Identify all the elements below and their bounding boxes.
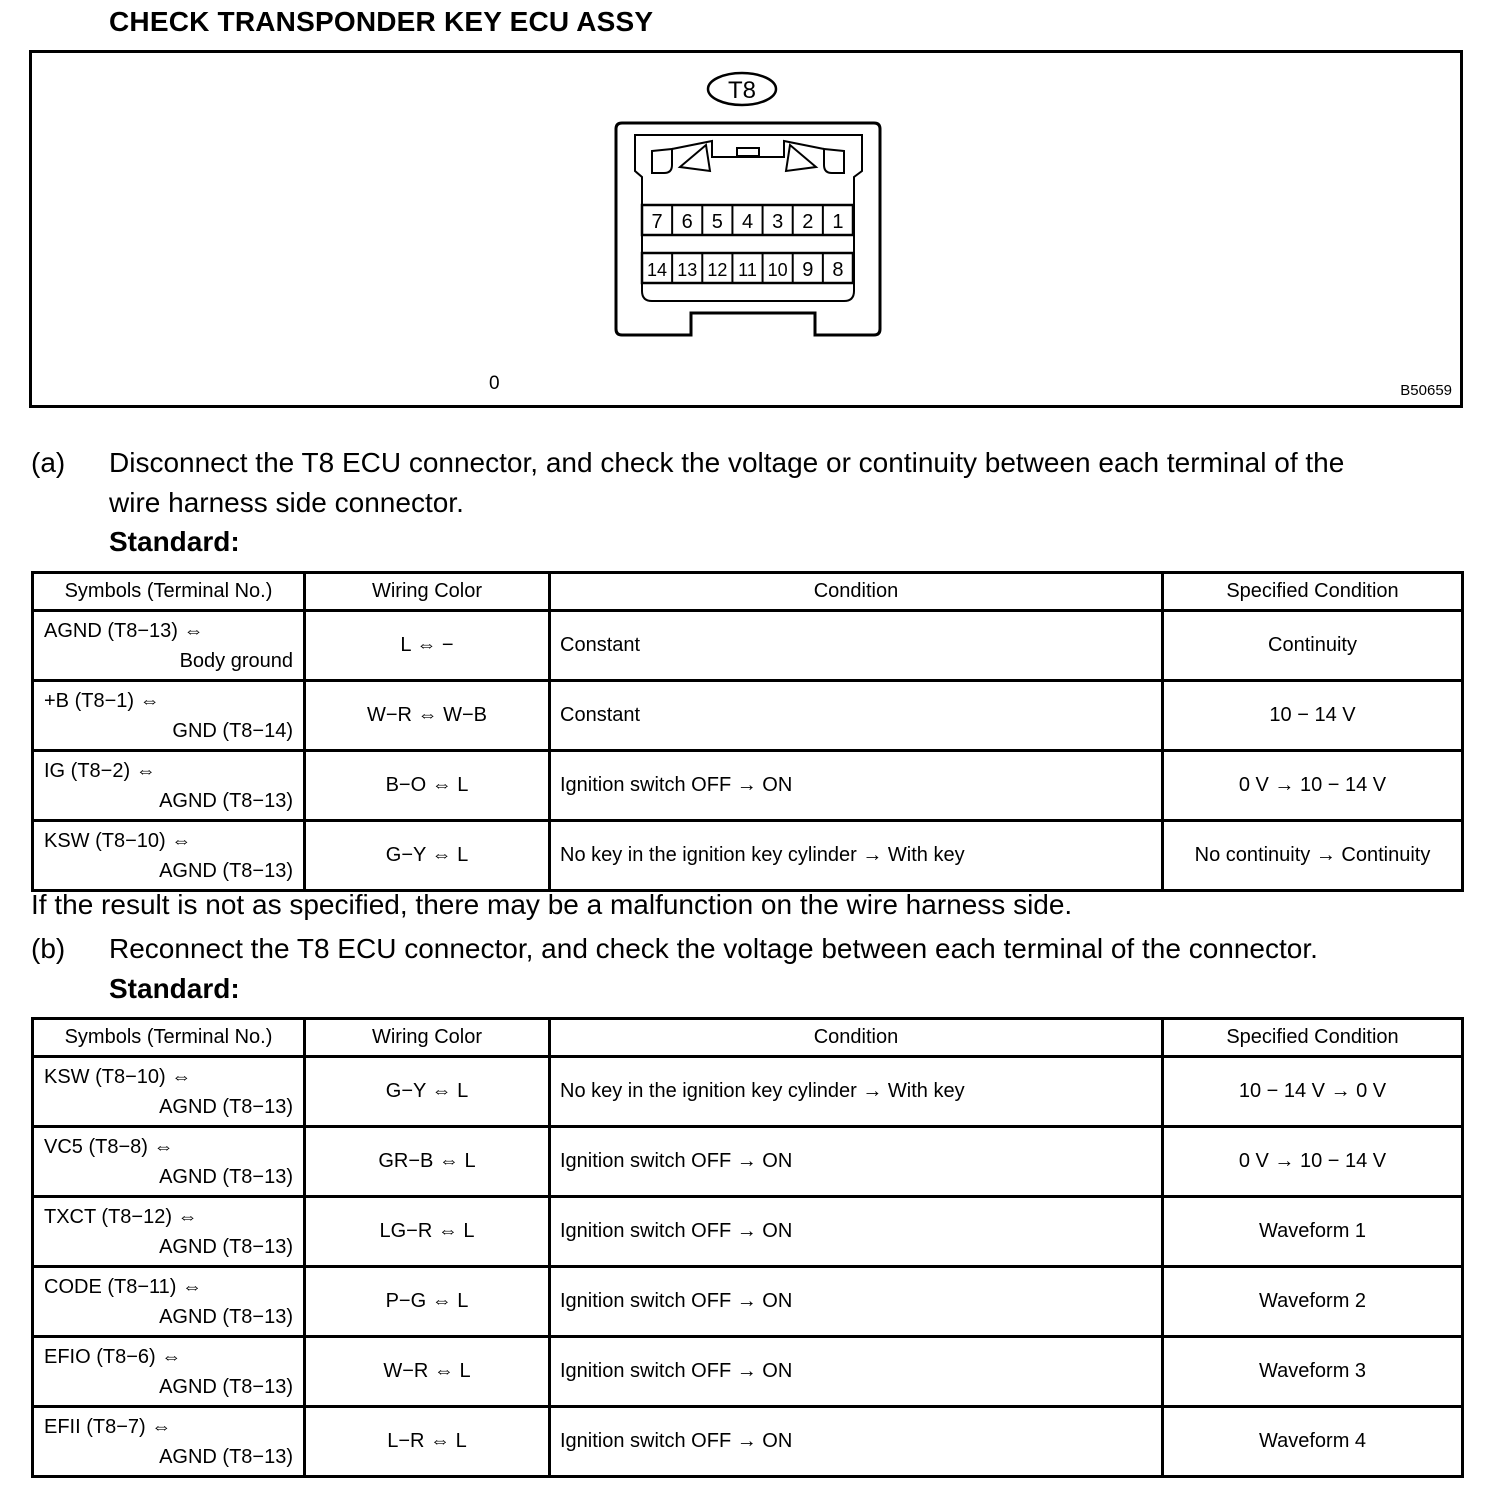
- cell-wiring-color: W−R ⇔ L: [305, 1337, 550, 1407]
- cell-condition: Constant: [550, 681, 1163, 751]
- cell-wiring-color: GR−B ⇔ L: [305, 1127, 550, 1197]
- connector-label: T8: [727, 77, 757, 104]
- symbol-terminal: CODE (T8−11) ⇔: [44, 1275, 202, 1298]
- cell-specified-condition: Waveform 3: [1163, 1337, 1463, 1407]
- cell-specified-condition: Waveform 1: [1163, 1197, 1463, 1267]
- step-a: [31, 443, 1471, 523]
- cell-wiring-color: LG−R ⇔ L: [305, 1197, 550, 1267]
- t8-connector-diagram: [32, 53, 1460, 405]
- upper-terminal-cells: [652, 205, 844, 235]
- cell-condition: No key in the ignition key cylinder → With key: [550, 821, 1163, 891]
- symbol-reference: AGND (T8−13): [159, 1235, 293, 1258]
- step-a-text-line2: wire harness side connector.: [109, 487, 464, 518]
- symbol-reference: AGND (T8−13): [159, 1095, 293, 1118]
- table-row: [33, 1407, 1463, 1477]
- cell-condition: Ignition switch OFF → ON: [550, 1337, 1163, 1407]
- cell-symbols: [33, 1267, 305, 1337]
- header-specified-condition: Specified Condition: [1163, 1019, 1463, 1057]
- table-header-row: [33, 1019, 1463, 1057]
- terminal-number: 3: [772, 211, 784, 233]
- table-header-row: [33, 573, 1463, 611]
- cell-specified-condition: Continuity: [1163, 611, 1463, 681]
- page-title: CHECK TRANSPONDER KEY ECU ASSY: [109, 6, 654, 37]
- terminal-number: 2: [802, 211, 814, 233]
- table-row: [33, 681, 1463, 751]
- header-condition: Condition: [550, 1019, 1163, 1057]
- terminal-number: 5: [711, 211, 723, 233]
- cell-symbols: [33, 1197, 305, 1267]
- symbol-terminal: KSW (T8−10) ⇔: [44, 1065, 192, 1088]
- table-row: [33, 1127, 1463, 1197]
- terminal-number: 12: [707, 260, 728, 280]
- symbol-reference: GND (T8−14): [172, 719, 293, 742]
- terminal-number: 1: [832, 211, 844, 233]
- symbol-reference: AGND (T8−13): [159, 1375, 293, 1398]
- step-a-letter: (a): [31, 447, 66, 478]
- header-symbols: Symbols (Terminal No.): [33, 1019, 305, 1057]
- cell-condition: Ignition switch OFF → ON: [550, 1267, 1163, 1337]
- terminal-number: 13: [677, 260, 698, 280]
- cell-symbols: [33, 821, 305, 891]
- symbol-terminal: +B (T8−1) ⇔: [44, 689, 160, 712]
- cell-wiring-color: B−O ⇔ L: [305, 751, 550, 821]
- symbol-terminal: EFIO (T8−6) ⇔: [44, 1345, 182, 1368]
- header-condition: Condition: [550, 573, 1163, 611]
- symbol-terminal: KSW (T8−10) ⇔: [44, 829, 192, 852]
- cell-specified-condition: 0 V → 10 − 14 V: [1163, 1127, 1463, 1197]
- symbol-terminal: VC5 (T8−8) ⇔: [44, 1135, 174, 1158]
- cell-symbols: [33, 751, 305, 821]
- header-symbols: Symbols (Terminal No.): [33, 573, 305, 611]
- cell-symbols: [33, 681, 305, 751]
- step-a-standard-label: Standard:: [109, 526, 240, 557]
- cell-symbols: [33, 1127, 305, 1197]
- terminal-number: 8: [832, 259, 844, 281]
- step-b-letter: (b): [31, 933, 66, 964]
- header-wiring-color: Wiring Color: [305, 1019, 550, 1057]
- symbol-reference: AGND (T8−13): [159, 1305, 293, 1328]
- cell-symbols: [33, 611, 305, 681]
- step-b: [31, 929, 1471, 969]
- symbol-terminal: IG (T8−2) ⇔: [44, 759, 156, 782]
- table-row: [33, 1267, 1463, 1337]
- figure-code: B50659: [1400, 382, 1452, 399]
- table-row: [33, 611, 1463, 681]
- cell-condition: Ignition switch OFF → ON: [550, 1127, 1163, 1197]
- table-row: [33, 751, 1463, 821]
- lower-terminal-cells: [647, 253, 843, 283]
- cell-specified-condition: Waveform 4: [1163, 1407, 1463, 1477]
- symbol-reference: Body ground: [179, 649, 293, 672]
- terminal-number: 11: [738, 260, 757, 280]
- symbol-terminal: EFII (T8−7) ⇔: [44, 1415, 172, 1438]
- symbol-terminal: AGND (T8−13) ⇔: [44, 619, 204, 642]
- cell-specified-condition: No continuity → Continuity: [1163, 821, 1463, 891]
- terminal-number: 10: [767, 260, 788, 280]
- symbol-reference: AGND (T8−13): [159, 789, 293, 812]
- table-row: [33, 821, 1463, 891]
- terminal-number: 14: [647, 260, 668, 280]
- terminal-number: 7: [651, 211, 663, 233]
- standard-table-b: [31, 1017, 1464, 1478]
- connector-figure: [29, 50, 1463, 408]
- symbol-reference: AGND (T8−13): [159, 1445, 293, 1468]
- terminal-number: 9: [802, 259, 814, 281]
- figure-mark: 0: [489, 373, 500, 394]
- cell-specified-condition: 10 − 14 V: [1163, 681, 1463, 751]
- cell-condition: Ignition switch OFF → ON: [550, 1197, 1163, 1267]
- cell-specified-condition: 10 − 14 V → 0 V: [1163, 1057, 1463, 1127]
- table-row: [33, 1057, 1463, 1127]
- table-row: [33, 1337, 1463, 1407]
- symbol-reference: AGND (T8−13): [159, 859, 293, 882]
- cell-wiring-color: L ⇔ −: [305, 611, 550, 681]
- cell-condition: Ignition switch OFF → ON: [550, 1407, 1163, 1477]
- step-b-text-line1: Reconnect the T8 ECU connector, and check the voltage between each terminal of the connector.: [109, 933, 1318, 964]
- cell-specified-condition: Waveform 2: [1163, 1267, 1463, 1337]
- symbol-terminal: TXCT (T8−12) ⇔: [44, 1205, 198, 1228]
- cell-wiring-color: G−Y ⇔ L: [305, 1057, 550, 1127]
- cell-condition: No key in the ignition key cylinder → With key: [550, 1057, 1163, 1127]
- terminal-number: 6: [681, 211, 693, 233]
- cell-condition: Ignition switch OFF → ON: [550, 751, 1163, 821]
- cell-wiring-color: P−G ⇔ L: [305, 1267, 550, 1337]
- symbol-reference: AGND (T8−13): [159, 1165, 293, 1188]
- cell-condition: Constant: [550, 611, 1163, 681]
- cell-wiring-color: L−R ⇔ L: [305, 1407, 550, 1477]
- harness-note: If the result is not as specified, there may be a malfunction on the wire harness side.: [31, 889, 1073, 920]
- cell-specified-condition: 0 V → 10 − 14 V: [1163, 751, 1463, 821]
- header-specified-condition: Specified Condition: [1163, 573, 1463, 611]
- cell-wiring-color: G−Y ⇔ L: [305, 821, 550, 891]
- standard-table-a: [31, 571, 1464, 892]
- step-a-text-line1: Disconnect the T8 ECU connector, and check the voltage or continuity between each terminal of the: [109, 447, 1345, 478]
- cell-symbols: [33, 1337, 305, 1407]
- cell-symbols: [33, 1407, 305, 1477]
- header-wiring-color: Wiring Color: [305, 573, 550, 611]
- cell-symbols: [33, 1057, 305, 1127]
- step-b-standard-label: Standard:: [109, 973, 240, 1004]
- cell-wiring-color: W−R ⇔ W−B: [305, 681, 550, 751]
- table-row: [33, 1197, 1463, 1267]
- terminal-number: 4: [741, 211, 754, 233]
